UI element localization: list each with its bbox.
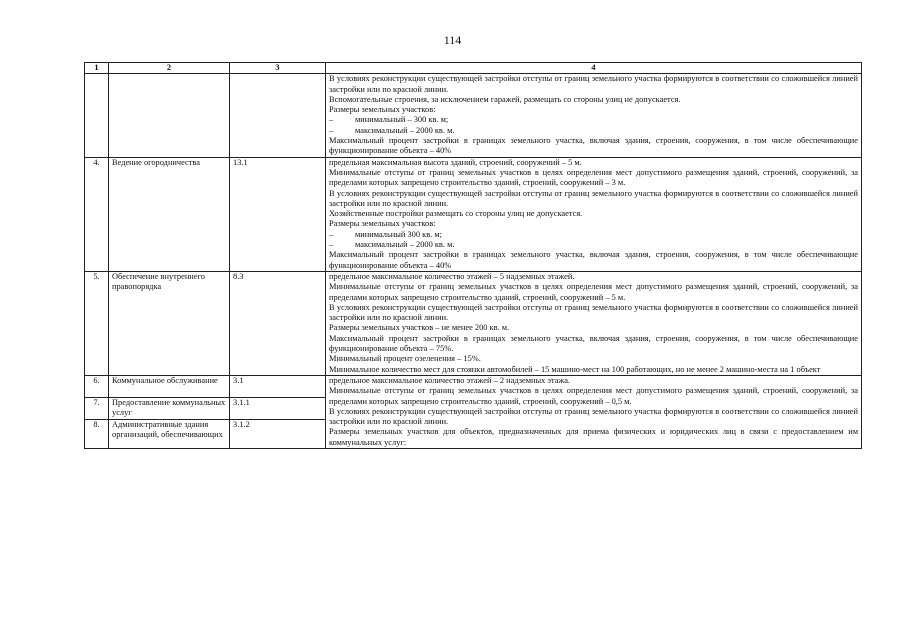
parameter-line: В условиях реконструкции существующей застройки отступы от границ земельного участка формируются в соответствии со сложившейся линией застройки или по красной линии. (329, 74, 858, 94)
list-dash: – (329, 240, 334, 250)
parameter-line: Минимальное количество мест для стоянки автомобилей – 15 машино-мест на 100 работающих, но не менее 2 машино-места на 1 объект (329, 364, 821, 374)
use-code (230, 74, 326, 157)
header-col-2: 2 (109, 63, 230, 74)
table-row (85, 157, 862, 271)
list-item-text: минимальный – 300 кв. м; (355, 115, 449, 125)
list-dash: – (329, 229, 334, 239)
page-number: 114 (443, 33, 462, 47)
parameter-line: Минимальные отступы от границ земельных участков в целях определения мест допустимого размещения зданий, строений, сооружений, за пределами которых запрещено строительство зданий, строений, сооружений – 0,5 м. (329, 386, 858, 406)
header-row (85, 63, 862, 74)
list-item-text: максимальный – 2000 кв. м. (355, 125, 455, 135)
row-number: 7. (85, 397, 109, 419)
parameters-cell (326, 271, 862, 375)
parameters-cell (326, 74, 862, 157)
use-name: Предоставление коммунальных услуг (109, 397, 230, 419)
parameter-line: Минимальные отступы от границ земельных участков в целях определения мест допустимого размещения зданий, строений, сооружений, за пределами которых запрещено строительство зданий, строений, сооружений – 5 м. (329, 282, 858, 302)
parameter-line: Хозяйственные постройки размещать со стороны улиц не допускается. (329, 209, 583, 219)
parameter-line (329, 230, 858, 240)
parameter-line: В условиях реконструкции существующей застройки отступы от границ земельного участка формируются в соответствии со сложившейся линией застройки или по красной линии. (329, 302, 858, 323)
header-col-1: 1 (85, 63, 109, 74)
use-name: Коммунальное обслуживание (109, 375, 230, 397)
parameter-line: Максимальный процент застройки в границах земельного участка, включая здания, строения, сооружения, в том числе обеспечивающие функционирование объекта – 75%. (329, 333, 858, 354)
table-row (85, 74, 862, 157)
use-code: 13.1 (230, 157, 326, 271)
parameter-line: Размеры земельных участков для объектов, предназначенных для приема физических и юридических лиц в связи с предоставлением им коммунальных услуг: (329, 427, 858, 447)
use-name: Обеспечение внутреннего правопорядка (109, 271, 230, 375)
header-col-4: 4 (326, 63, 862, 74)
parameter-line: Размеры земельных участков – не менее 200 кв. м. (329, 323, 510, 333)
use-name: Ведение огородничества (109, 157, 230, 271)
parameter-line: В условиях реконструкции существующей застройки отступы от границ земельного участка формируются в соответствии со сложившейся линией застройки или по красной линии. (329, 406, 858, 427)
parameter-line: Максимальный процент застройки в границах земельного участка, включая здания, строения, сооружения, в том числе обеспечивающие функционирование объекта – 40% (329, 250, 858, 270)
parameter-line: Размеры земельных участков: (329, 105, 436, 115)
use-name (109, 74, 230, 157)
parameter-line: Максимальный процент застройки в границах земельного участка, включая здания, строения, сооружения, в том числе обеспечивающие функционирование объекта – 40% (329, 136, 858, 156)
parameter-line: предельное максимальное количество этажей – 2 надземных этажа. (329, 375, 571, 385)
parameter-line (329, 115, 858, 125)
use-name: Административные здания организаций, обеспечивающих (109, 419, 230, 448)
parameter-line: Минимальные отступы от границ земельных участков в целях определения мест допустимого размещения зданий, строений, сооружений, за пределами которых запрещено строительство зданий, строений, сооружений – 3 м. (329, 167, 858, 188)
row-number: 8. (85, 419, 109, 448)
use-code: 8.3 (230, 271, 326, 375)
row-number: 4. (85, 157, 109, 271)
row-number (85, 74, 109, 157)
list-item-text: максимальный – 2000 кв. м. (355, 240, 455, 250)
list-item-text: минимальный 300 кв. м; (355, 229, 442, 239)
use-code: 3.1.2 (230, 419, 326, 448)
list-dash: – (329, 125, 334, 135)
parameter-line: Размеры земельных участков: (329, 219, 436, 229)
parameters-cell (326, 157, 862, 271)
parameter-line: предельная максимальная высота зданий, строений, сооружений – 5 м. (329, 157, 582, 167)
shared-parameters-cell (326, 375, 862, 448)
parameter-line: предельное максимальное количество этажей – 5 надземных этажей. (329, 271, 575, 281)
table-row (85, 375, 862, 397)
row-number: 6. (85, 375, 109, 397)
parameter-line: Вспомогательные строения, за исключением гаражей, размещать со стороны улиц не допускается. (329, 94, 681, 104)
use-code: 3.1 (230, 375, 326, 397)
parameter-line (329, 126, 858, 136)
parameter-line: В условиях реконструкции существующей застройки отступы от границ земельного участка формируются в соответствии со сложившейся линией застройки или по красной линии. (329, 188, 858, 208)
list-dash: – (329, 115, 334, 125)
row-number: 5. (85, 271, 109, 375)
parameter-line: Минимальный процент озеленения – 15%. (329, 354, 481, 364)
header-col-3: 3 (230, 63, 326, 74)
regulations-table (84, 62, 862, 449)
use-code: 3.1.1 (230, 397, 326, 419)
parameter-line (329, 240, 858, 250)
table-row (85, 271, 862, 375)
